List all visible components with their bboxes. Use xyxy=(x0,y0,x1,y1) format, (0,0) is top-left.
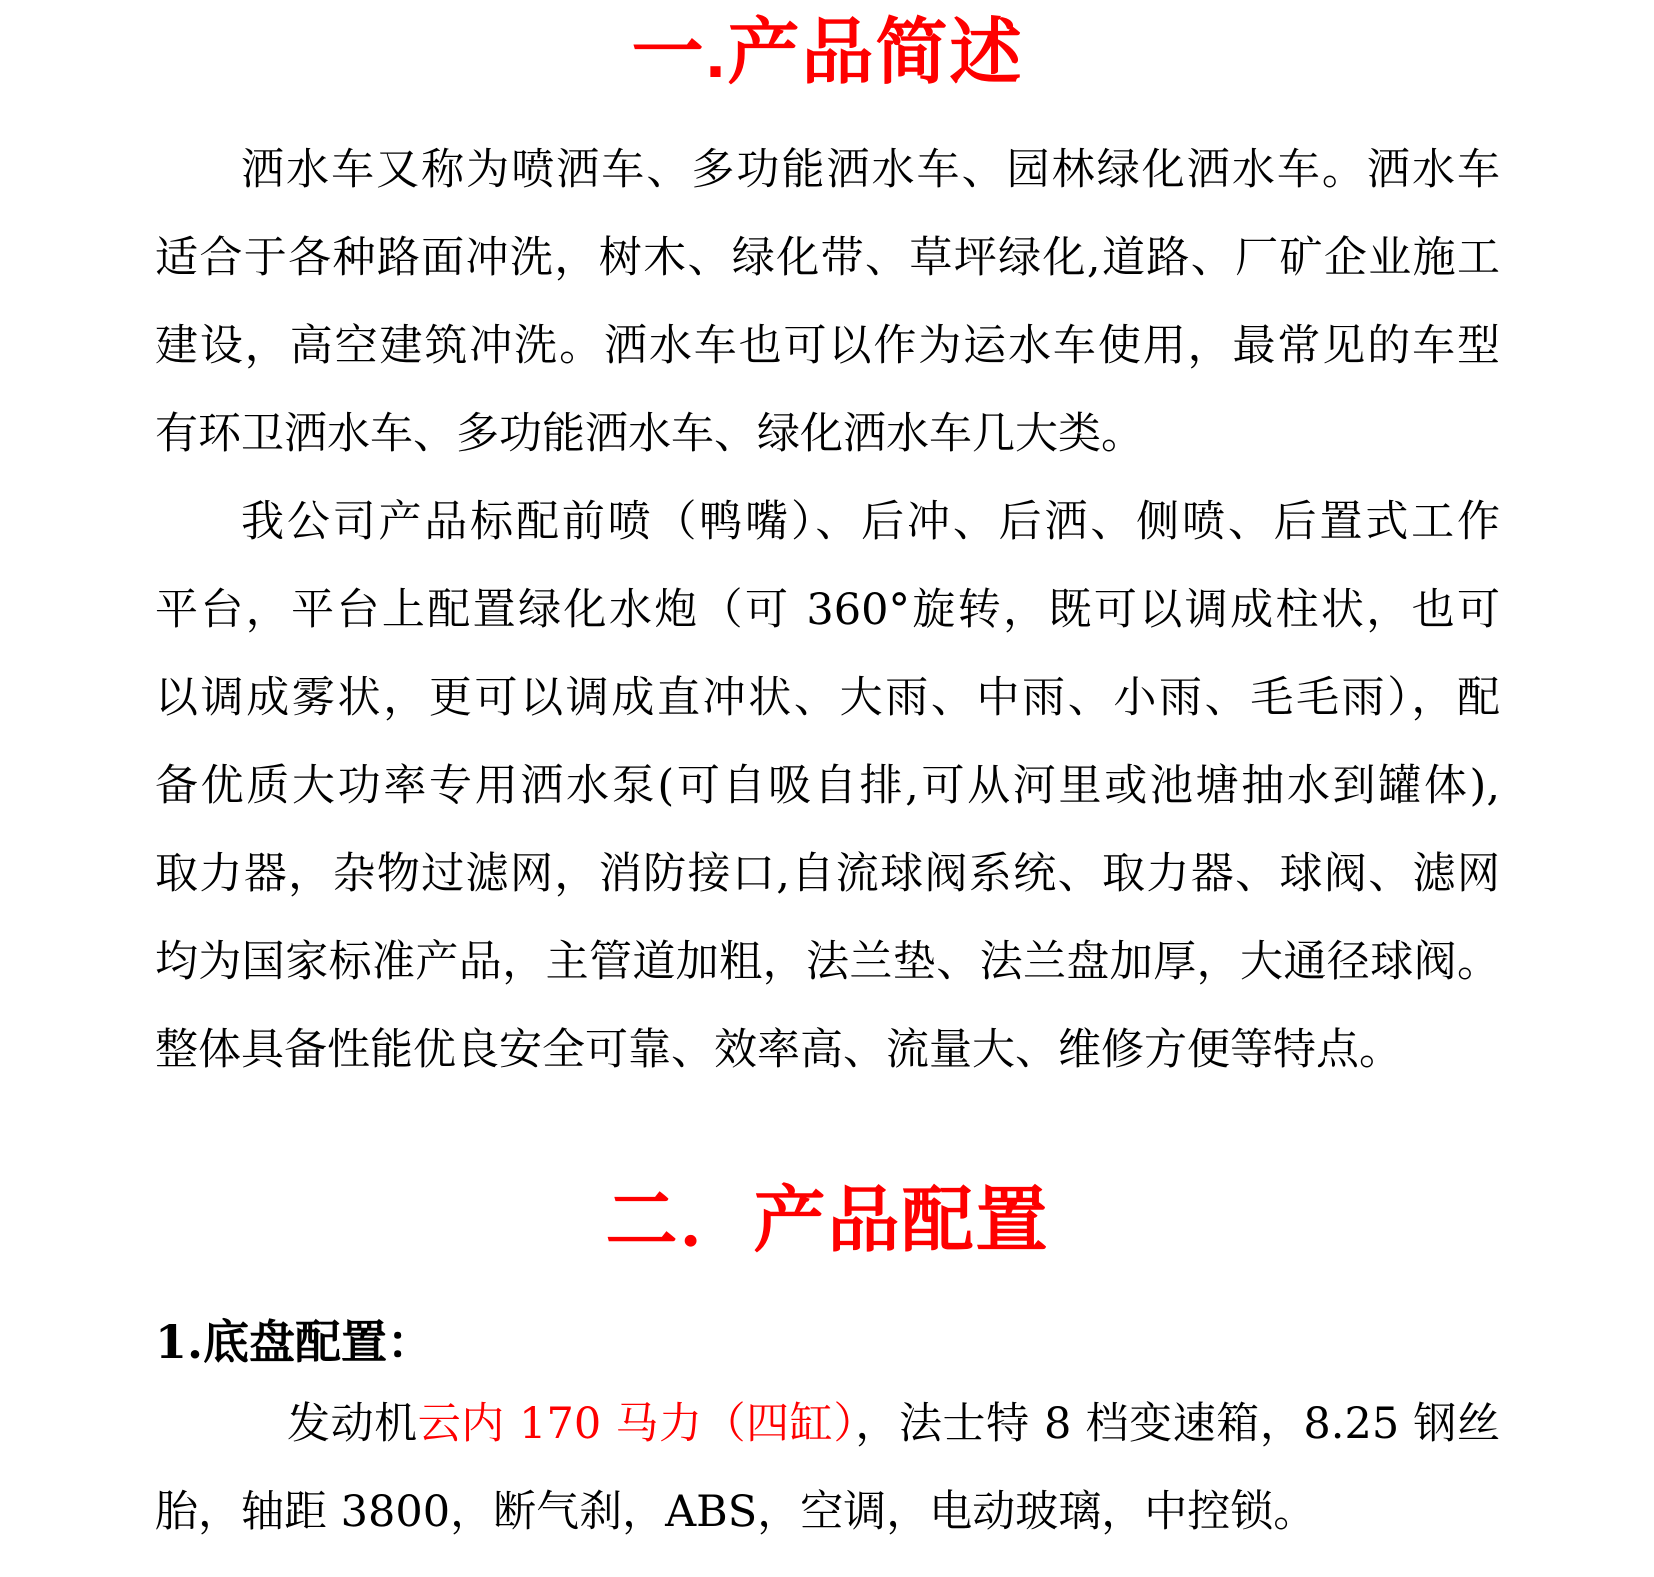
body-line: 整体具备性能优良安全可靠、效率高、流量大、维修方便等特点。 xyxy=(155,1025,1402,1075)
body-line: 取力器，杂物过滤网，消防接口,自流球阀系统、取力器、球阀、滤网 xyxy=(155,849,1500,899)
body-line: 备优质大功率专用洒水泵(可自吸自排,可从河里或池塘抽水到罐体), xyxy=(155,761,1500,811)
body-line: 适合于各种路面冲洗，树木、绿化带、草坪绿化,道路、厂矿企业施工 xyxy=(155,233,1500,283)
engine-line xyxy=(155,1380,1500,1468)
body-line: 以调成雾状，更可以调成直冲状、大雨、中雨、小雨、毛毛雨），配 xyxy=(155,673,1500,723)
chassis-config-body xyxy=(155,1380,1500,1556)
body-line: 平台，平台上配置绿化水炮（可 360°旋转，既可以调成柱状，也可 xyxy=(155,585,1500,635)
body-line: 我公司产品标配前喷（鸭嘴）、后冲、后洒、侧喷、后置式工作 xyxy=(241,497,1500,547)
section2-title: 二．产品配置 xyxy=(605,1181,1050,1261)
body-line: 建设，高空建筑冲洗。洒水车也可以作为运水车使用，最常见的车型 xyxy=(155,321,1500,371)
engine-highlight: 云内 170 马力（四缸） xyxy=(417,1399,856,1449)
chassis-config-heading: 1.底盘配置： xyxy=(155,1315,434,1369)
section1-body xyxy=(155,126,1500,1094)
body-line: 均为国家标准产品，主管道加粗，法兰垫、法兰盘加厚，大通径球阀。 xyxy=(155,937,1500,987)
section1-title: 一.产品简述 xyxy=(631,13,1024,93)
chassis-line: 胎，轴距 3800，断气刹，ABS，空调，电动玻璃，中控锁。 xyxy=(155,1487,1317,1537)
engine-line-post: ，法士特 8 档变速箱，8.25 钢丝 xyxy=(855,1399,1500,1449)
engine-line-pre: 发动机 xyxy=(287,1399,418,1449)
body-line: 洒水车又称为喷洒车、多功能洒水车、园林绿化洒水车。洒水车 xyxy=(241,145,1500,195)
body-line: 有环卫洒水车、多功能洒水车、绿化洒水车几大类。 xyxy=(155,409,1144,459)
